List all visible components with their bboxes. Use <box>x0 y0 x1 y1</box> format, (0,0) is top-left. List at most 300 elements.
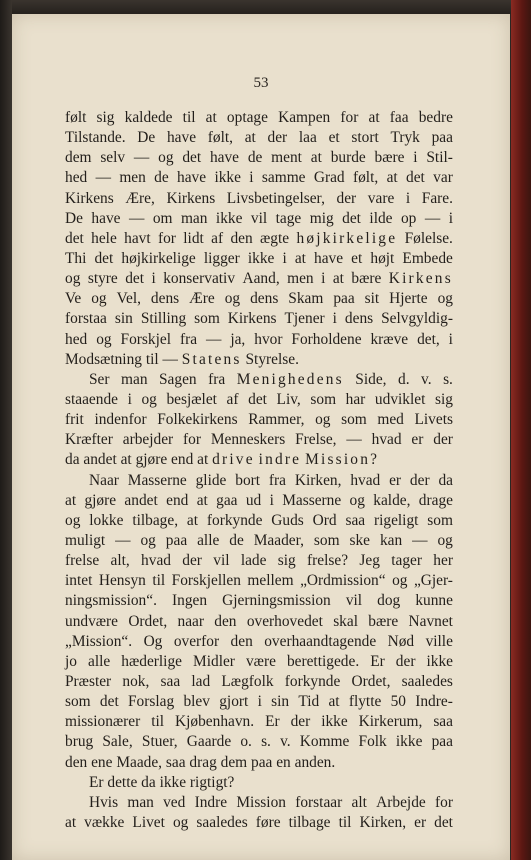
text-line <box>65 692 453 712</box>
word: her <box>433 552 453 570</box>
word: Forskjellen <box>171 572 241 590</box>
word: saa <box>165 753 186 771</box>
word: dette <box>107 773 138 791</box>
word: at <box>205 109 217 126</box>
word: udviklet <box>374 390 426 408</box>
word: Stilling <box>140 310 187 328</box>
word: at <box>65 813 77 831</box>
word: den <box>230 229 253 247</box>
word: op <box>400 209 417 227</box>
word: den <box>214 612 237 630</box>
word: hvad <box>141 552 171 570</box>
word: da <box>65 451 80 469</box>
word: da <box>141 773 156 791</box>
text-line <box>65 410 453 430</box>
word: og <box>392 572 408 590</box>
word: Livsbetingelser, <box>226 189 325 207</box>
word: som <box>194 310 220 328</box>
word: glide <box>195 471 227 489</box>
word: lokke <box>89 511 124 529</box>
word: Ære, <box>125 189 155 207</box>
word: gaa <box>216 491 238 509</box>
word: naar <box>177 612 204 630</box>
word: der <box>336 189 357 207</box>
word: vil <box>213 552 230 570</box>
word: at <box>386 169 398 187</box>
word: hele <box>91 229 117 247</box>
text-line <box>65 390 453 410</box>
word: Og <box>143 632 163 650</box>
word: som <box>427 511 453 529</box>
word: bære <box>374 149 405 167</box>
word: ikke <box>214 169 241 187</box>
word: sig <box>434 390 453 408</box>
word: Ære <box>189 290 215 308</box>
word: flytte <box>348 693 382 711</box>
word: ningsmission“. <box>65 592 157 610</box>
word: som <box>313 531 340 549</box>
word: s. <box>261 733 271 751</box>
text-line <box>65 612 453 632</box>
word: følt <box>65 109 87 126</box>
word: i <box>249 169 254 187</box>
word: Liv, <box>276 390 301 408</box>
word: hvad <box>371 431 402 449</box>
word: kalde, <box>373 491 411 509</box>
word: paa <box>165 531 188 549</box>
word: hvad <box>350 471 381 489</box>
word: stort <box>351 129 379 147</box>
word: man <box>127 793 154 811</box>
word: intet <box>65 572 93 590</box>
word: have <box>314 249 344 267</box>
word: paa <box>333 290 355 308</box>
text-line <box>65 330 453 350</box>
word: i <box>269 491 274 509</box>
word: saa <box>345 511 366 529</box>
word: gjort <box>219 693 249 711</box>
word: som <box>341 411 367 429</box>
word: Forslag <box>128 693 175 711</box>
word: Thi <box>65 249 87 267</box>
book-cover-edge <box>511 0 531 860</box>
word: Side, <box>355 370 387 388</box>
word: Tilstande. <box>65 129 126 147</box>
word: forkynde <box>206 511 263 529</box>
word: Embede <box>402 249 453 267</box>
word: sit <box>364 290 380 308</box>
word: er <box>414 813 427 831</box>
word: Præster <box>65 672 112 690</box>
word: staaende <box>65 390 118 408</box>
text-line <box>65 531 453 551</box>
word: fra <box>179 330 198 348</box>
word: — <box>115 531 131 549</box>
word: Ord <box>312 511 337 529</box>
word: mellem <box>247 572 294 590</box>
word: i <box>332 310 337 328</box>
word: Maader, <box>253 531 304 549</box>
word: Følelse. <box>404 229 453 247</box>
text-line <box>65 209 453 229</box>
word: Rammer, <box>248 411 305 429</box>
word: ilde <box>369 209 393 227</box>
word: Er <box>89 773 104 791</box>
word: — <box>424 209 441 227</box>
word: tilbage, <box>132 511 179 529</box>
word: det <box>248 390 267 408</box>
word: Livet <box>132 813 165 831</box>
word: anden. <box>294 753 336 771</box>
text-line <box>65 269 453 289</box>
word: s. <box>443 370 453 388</box>
word: styre <box>87 270 118 288</box>
word: ja, <box>230 330 246 348</box>
word: de <box>154 169 169 187</box>
word: Midler <box>193 652 235 670</box>
word: ved <box>163 793 186 811</box>
word: alle <box>88 652 111 670</box>
word: Ingen <box>172 592 208 610</box>
word: det <box>99 693 119 711</box>
word: der <box>395 652 416 670</box>
word: kaldede <box>124 109 173 126</box>
word: tage <box>275 209 302 227</box>
word: den <box>230 632 253 650</box>
text-line <box>65 652 453 672</box>
word: Skam <box>288 290 324 308</box>
word: for <box>435 793 453 811</box>
word: er <box>389 471 402 489</box>
word: faa <box>389 109 409 126</box>
word: i <box>127 390 132 408</box>
word: saaledes <box>401 672 453 690</box>
word: — <box>412 531 428 549</box>
word: Navnet <box>408 612 453 630</box>
word: undvære <box>65 612 119 630</box>
word: højt <box>370 249 395 267</box>
word: hæderlige <box>121 652 182 670</box>
word: at <box>196 491 208 509</box>
word: Modsætning <box>65 350 142 368</box>
word: blev <box>183 693 210 711</box>
word: Ser <box>89 370 110 388</box>
word: at <box>186 511 199 529</box>
word: men <box>119 169 146 187</box>
word: Styrelse. <box>245 350 299 368</box>
body-text <box>65 108 453 833</box>
word: og <box>141 390 157 408</box>
word: vække <box>84 813 125 831</box>
word: paa <box>251 753 273 771</box>
word: for <box>340 109 359 126</box>
word: „Ordmission“ <box>300 572 386 590</box>
word: ville <box>425 632 453 650</box>
word: rigeligt <box>373 511 419 529</box>
word: Kirkens <box>65 189 114 207</box>
word: selv <box>100 149 126 167</box>
text-line <box>65 793 453 813</box>
text-line <box>65 189 453 209</box>
word: og <box>65 270 81 288</box>
word: Hensyn <box>98 572 146 590</box>
word: sin <box>271 693 290 711</box>
word: ud <box>245 491 262 509</box>
word: De <box>137 129 156 147</box>
word: i <box>151 270 156 288</box>
word: for <box>183 431 201 449</box>
word: besjælet <box>166 390 217 408</box>
word: at <box>328 693 340 711</box>
word: burde <box>330 149 366 167</box>
word: Er <box>265 713 280 731</box>
word: lidt <box>183 229 204 247</box>
word: nok, <box>122 672 150 690</box>
word: muligt <box>65 531 106 549</box>
text-line <box>65 289 453 309</box>
word: Kirken, <box>359 813 407 831</box>
word: alt, <box>110 552 130 570</box>
word: overhovedet <box>246 612 323 630</box>
word: Masserne <box>282 491 342 509</box>
word: i <box>413 149 418 167</box>
word: Folkekirkens <box>157 411 238 429</box>
word: vare <box>367 189 395 207</box>
text-line <box>65 370 453 390</box>
word: Maade, <box>116 753 163 771</box>
word: og <box>349 491 365 509</box>
word: være <box>245 652 276 670</box>
word: dem <box>220 753 248 771</box>
word: er <box>411 431 424 449</box>
word: til <box>182 109 196 126</box>
word: Kampen <box>278 109 331 126</box>
word: alt <box>351 793 367 811</box>
word: Ordet, <box>128 612 168 630</box>
word: at <box>294 249 306 267</box>
word: — <box>133 149 150 167</box>
word: kan <box>379 531 403 549</box>
word: af <box>226 390 239 408</box>
word: Lægfolk <box>221 672 274 690</box>
word: højkirkelige <box>296 229 398 247</box>
word: Mission <box>236 793 286 811</box>
word: i <box>405 189 411 207</box>
word: og <box>158 149 174 167</box>
word: overfor <box>173 632 220 650</box>
word: have <box>177 169 207 187</box>
word: „Gjer- <box>413 572 453 590</box>
word: og <box>140 531 156 549</box>
text-line <box>65 229 453 249</box>
text-line <box>65 571 453 591</box>
word: Tid <box>298 693 320 711</box>
word: at <box>120 451 132 469</box>
word: ikke <box>395 733 423 751</box>
word: det, <box>417 330 440 348</box>
word: v. <box>280 733 291 751</box>
word: at <box>65 491 77 509</box>
word: Tryk <box>390 129 420 147</box>
word: til <box>145 350 159 368</box>
word: følt, <box>352 169 379 187</box>
word: Ordet, <box>351 672 391 690</box>
word: har <box>345 390 366 408</box>
word: Stuer, <box>141 733 178 751</box>
word: overhaandtagende <box>264 632 377 650</box>
word: end <box>171 451 194 469</box>
text-line <box>65 450 453 470</box>
word: bære <box>368 612 399 630</box>
word: jo <box>65 652 77 670</box>
word: ligger <box>203 249 240 267</box>
word: ægte <box>260 229 290 247</box>
text-line <box>65 471 453 491</box>
word: skal <box>333 612 358 630</box>
word: 50 <box>390 693 406 711</box>
word: drag <box>189 753 217 771</box>
text-line <box>65 712 453 732</box>
word: dem <box>65 149 92 167</box>
word: som <box>310 390 337 408</box>
word: — <box>205 330 222 348</box>
word: i <box>257 693 262 711</box>
word: vil <box>345 592 363 610</box>
word: brug <box>65 733 94 751</box>
word: i <box>448 330 453 348</box>
word: Ve <box>65 290 82 308</box>
word: lade <box>240 552 267 570</box>
word: med <box>377 411 404 429</box>
text-line <box>65 491 453 511</box>
word: hed <box>65 330 88 348</box>
scan-edge-top <box>0 0 531 14</box>
word: — <box>95 169 111 187</box>
text-line <box>65 309 453 329</box>
word: højkirkelige <box>121 249 196 267</box>
word: Hjerte <box>389 290 428 308</box>
word: og <box>65 511 81 529</box>
word: Kirkens <box>166 189 216 207</box>
word: konservativ <box>163 270 236 288</box>
word: frit <box>65 411 84 429</box>
word: der <box>290 713 311 731</box>
word: have <box>209 149 240 167</box>
word: at <box>368 109 380 126</box>
scan-edge-left <box>0 0 12 860</box>
word: en <box>276 753 291 771</box>
word: det <box>434 813 453 831</box>
word: det <box>342 209 361 227</box>
word: indre <box>258 451 302 469</box>
word: missionærer <box>65 713 141 731</box>
word: Fare. <box>421 189 453 207</box>
word: Kjøbenhavn. <box>175 713 255 731</box>
word: Gaarde <box>186 733 232 751</box>
word: at <box>197 451 209 469</box>
word: Frelse, <box>295 431 337 449</box>
word: og <box>437 290 453 308</box>
word: Vel, <box>116 290 141 308</box>
word: Komme <box>299 733 350 751</box>
word: Gjerningsmission <box>222 592 331 610</box>
word: føre <box>255 813 281 831</box>
word: frelse? <box>307 552 349 570</box>
word: saa <box>433 713 453 731</box>
word: Er <box>370 652 385 670</box>
word: Guds <box>271 511 304 529</box>
text-line <box>65 732 453 752</box>
word: Indre <box>194 793 228 811</box>
word: der <box>433 431 453 449</box>
word: bort <box>235 471 261 489</box>
word: forkynde <box>284 672 341 690</box>
word: følt, <box>207 129 233 147</box>
word: Jeg <box>359 552 380 570</box>
page-number: 53 <box>253 75 269 91</box>
word: man <box>180 209 208 227</box>
word: af <box>211 229 224 247</box>
word: man <box>121 370 148 388</box>
word: end <box>166 491 189 509</box>
text-line <box>65 632 453 652</box>
word: Indre- <box>415 693 453 711</box>
word: var <box>433 169 453 187</box>
word: Grad <box>313 169 345 187</box>
word: lad <box>191 672 211 690</box>
word: berettigede. <box>286 652 360 670</box>
word: alle <box>197 531 220 549</box>
word: Sagen <box>159 370 197 388</box>
word: gjøre <box>84 491 117 509</box>
word: sig <box>96 109 115 126</box>
word: paa <box>431 733 453 751</box>
word: kræve <box>370 330 409 348</box>
word: saaledes <box>196 813 248 831</box>
word: bære <box>351 270 382 288</box>
word: drive <box>212 451 255 469</box>
word: og <box>437 531 453 549</box>
word: tager <box>391 552 422 570</box>
text-line <box>65 128 453 148</box>
word: og <box>172 813 189 831</box>
word: frelse <box>65 552 100 570</box>
word: v. <box>421 370 432 388</box>
word: ikke <box>215 209 243 227</box>
word: d. <box>398 370 410 388</box>
book-page <box>12 14 510 860</box>
word: drage <box>418 491 453 509</box>
word: Kirkens <box>388 270 453 288</box>
word: fra <box>208 370 226 388</box>
text-line <box>65 551 453 571</box>
word: — <box>162 350 178 368</box>
word: men <box>287 270 314 288</box>
word: Tjener <box>284 310 325 328</box>
word: og <box>315 411 331 429</box>
word: et <box>351 249 363 267</box>
word: i <box>321 270 326 288</box>
word: bedre <box>418 109 453 126</box>
word: til <box>152 572 166 590</box>
word: til <box>151 713 165 731</box>
word: ikke <box>247 249 275 267</box>
word: om <box>152 209 173 227</box>
word: Forholdene <box>291 330 362 348</box>
word: Arbejde <box>376 793 426 811</box>
word: Kirkerum, <box>358 713 423 731</box>
word: der <box>267 129 288 147</box>
